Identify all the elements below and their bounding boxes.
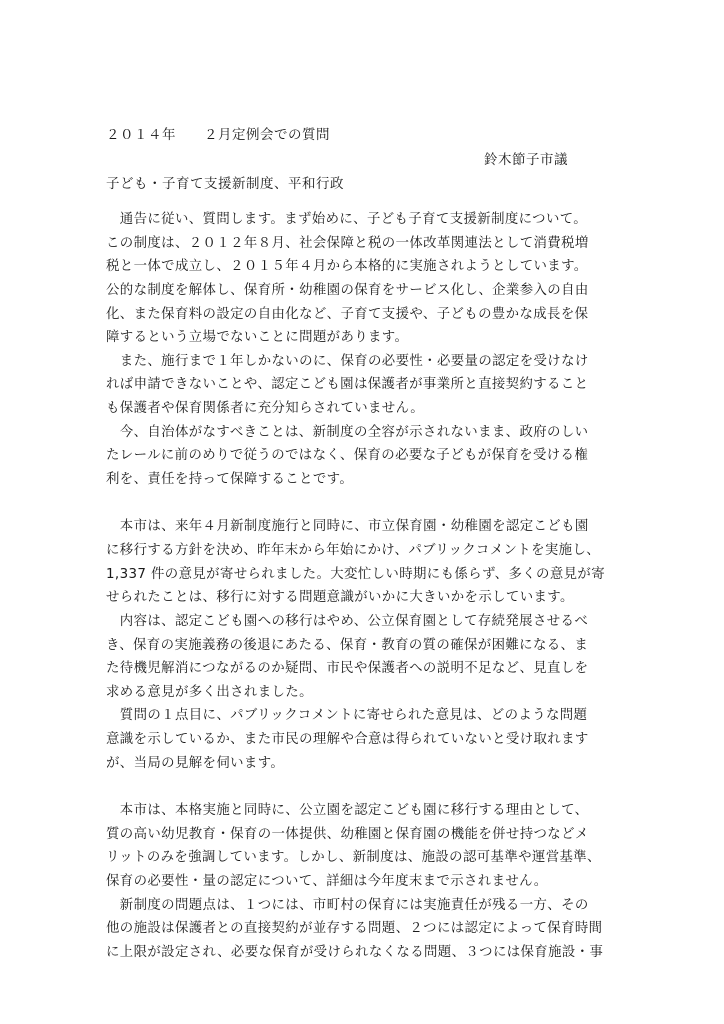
text-line: 本市は、本格実施と同時に、公立園を認定こども園に移行する理由として、 (106, 803, 589, 819)
text-line: も保護者や保育関係者に充分知らされていません。 (106, 401, 424, 417)
document-subtitle: 子ども・子育て支援新制度、平和行政 (106, 176, 344, 192)
text-line: に移行する方針を決め、昨年末から年始にかけ、パブリックコメントを実施し、 (106, 542, 601, 558)
text-line: リットのみを強調しています。しかし、新制度は、施設の認可基準や運営基準、 (106, 850, 601, 866)
text-line: 質問の１点目に、パブリックコメントに寄せられた意見は、どのような問題 (106, 708, 588, 724)
text-line: 公的な制度を解体し、保育所・幼稚園の保育をサービス化し、企業参入の自由 (106, 282, 589, 298)
text-line: 本市は、来年４月新制度施行と同時に、市立保育園・幼稚園を認定こども園 (106, 519, 589, 535)
text-line: に上限が設定され、必要な保育が受けられなくなる問題、３つには保育施設・事 (106, 944, 604, 960)
text-line: 質の高い幼児教育・保育の一体提供、幼稚園と保育園の機能を併せ持つなどメ (106, 826, 589, 842)
text-line: 今、自治体がなすべきことは、新制度の全容が示されないまま、政府のしい (106, 424, 589, 440)
text-line: たレールに前のめりで従うのではなく、保育の必要な子どもが保育を受ける権 (106, 448, 589, 464)
body-text (106, 208, 622, 965)
text-line: 1,337 件の意見が寄せられました。大変忙しい時期にも係らず、多くの意見が寄 (106, 566, 606, 582)
document-title: ２０１４年 ２月定例会での質問 (106, 127, 330, 143)
text-line: 内容は、認定こども園への移行はやめ、公立保育園として存続発展させるべ (106, 613, 589, 629)
text-line: が、当局の見解を伺います。 (106, 755, 285, 771)
text-line: 求める意見が多く出されました。 (106, 684, 313, 700)
text-line: れば申請できないことや、認定こども園は保護者が事業所と直接契約すること (106, 377, 589, 393)
text-line: 他の施設は保護者との直接契約が並存する問題、２つには認定によって保育時間 (106, 921, 603, 937)
text-line: 税と一体で成立し、２０１５年４月から本格的に実施されようとしています。 (106, 259, 588, 275)
text-line: き、保育の実施義務の後退にあたる、保育・教育の質の確保が困難になる、ま (106, 637, 589, 653)
text-line: 意識を示しているか、また市民の理解や合意は得られていないと受け取れます (106, 732, 589, 748)
text-line: た待機児解消につながるのか疑問、市民や保護者への説明不足など、見直しを (106, 661, 589, 677)
paragraph-gap (106, 492, 622, 516)
text-line: 通告に従い、質問します。まず始めに、子ども子育て支援新制度について。 (106, 212, 588, 227)
text-line: 保育の必要性・量の認定について、詳細は今年度末まで示されません。 (106, 873, 548, 889)
text-line: また、施行まで１年しかないのに、保育の必要性・必要量の認定を受けなけ (106, 353, 589, 369)
paragraph-gap (106, 775, 622, 799)
text-line: 利を、責任を持って保障することです。 (106, 472, 354, 488)
text-line: 障するという立場でないことに問題があります。 (106, 330, 409, 346)
text-line: この制度は、２０１２年８月、社会保障と税の一体改革関連法として消費税増 (106, 235, 589, 251)
text-line: 新制度の問題点は、１つには、市町村の保育には実施責任が残る一方、その (106, 897, 589, 913)
text-line: 化、また保育料の設定の自由化など、子育て支援や、子どもの豊かな成長を保 (106, 306, 589, 322)
text-line: せられたことは、移行に対する問題意識がいかに大きいかを示しています。 (106, 590, 574, 606)
author-name: 鈴木節子市議 (484, 152, 568, 168)
